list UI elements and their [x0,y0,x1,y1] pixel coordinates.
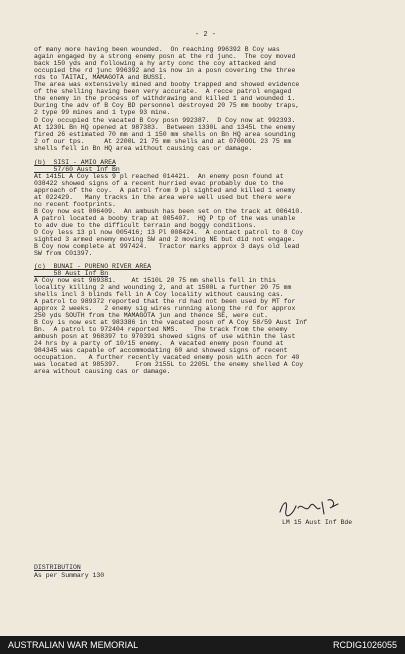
text-line: approach of the coy. A patrol from 9 pl sighted and killed 1 enemy [34,187,296,194]
text-line: At 1415L A Coy less 9 pl reached 014421. An enemy posn found at [34,173,284,180]
text-line: 2 type 99 mines and 1 type 93 mine. [34,109,171,116]
text-line: The area was extensively mined and booby trapped and showed evidence [34,81,300,88]
text-line: at 022429. Many tracks in the area were well used but there were [34,194,292,201]
text-line: B Coy now complete at 997424. Tractor marks approx 3 days old lead [34,243,300,250]
text-line: the enemy in the process of withdrawing and killed 1 and wounded 1. [34,95,296,102]
unit-heading: 58 Aust Inf Bn [34,270,109,277]
text-line: to adv due to the difficult terrain and boggy conditions. [34,222,257,229]
text-line: 250 yds SOUTH from the MAMAGOTA jun and thence SE, were cut. [34,312,269,319]
text-line: occupation. A further recently vacated enemy posn with accn for 40 [34,354,300,361]
text-line: 038422 showed signs of a recent hurried evac probably due to the [34,180,284,187]
text-line: shells incl 3 blinds fell in A Coy locality without causing cas. [34,291,284,298]
text-line: back 150 yds and following a hy arty conc the coy attacked and [34,60,276,67]
distribution-heading: DISTRIBUTION [34,564,81,571]
section-heading: (c) BUNAI - PURENO RIVER AREA [34,263,152,270]
text-line: was located at 985397. From 2155L to 2205L the enemy shelled A Coy [34,361,304,368]
text-line: ambush posn at 968397 to 970391 showed signs of use within the last [34,333,296,340]
archive-footer-bar [0,636,405,654]
text-line: of many more having been wounded. On reaching 996392 B Coy was [34,46,280,53]
text-line: 2 of our tps. At 2200L 21 75 mm shells and at 0700OOL 23 75 mm [34,138,292,145]
text-line: B Coy is now est at 983386 in the vacated posn of A Coy 58/59 Aust Inf [34,319,308,326]
text-line: locality killing 2 and wounding 2, and at 1500L a further 20 75 mm [34,284,292,291]
text-line: sighted 3 armed enemy moving SW and 2 moving NE but did not engage. [34,236,296,243]
text-line: of the shelling having been very accurate. A recce patrol engaged [34,88,292,95]
text-line: During the adv of B Coy BD personnel destroyed 20 75 mm booby traps, [34,102,300,109]
handwritten-signature [276,494,346,520]
text-line: approx 2 weeks. 2 enemy sig wires running along the rd for approx [34,305,296,312]
text-line: B Coy now est 006409. An ambush has been set on the track at 006410. [34,208,304,215]
text-line: D Coy occupied the vacated B Coy posn 992387. D Coy now at 992393. [34,117,296,124]
page-number: - 2 - [195,31,217,39]
signature-caption: LM 15 Aust Inf Bde [282,519,353,526]
unit-heading: 57/60 Aust Inf Bn [34,166,120,173]
distribution-text: As per Summary 130 [34,572,105,579]
text-line: no recent footprints. [34,201,116,208]
text-line: At 1230L Bn HQ opened at 987383. Between 1330L and 1345L the enemy [34,124,296,131]
text-line: 984345 was capable of accommodating 60 and showed signs of recent [34,347,288,354]
text-line: A Coy now est 969381. At 1510L 20 75 mm shells fell in this [34,277,276,284]
text-line: area without causing cas or damage. [34,368,171,375]
text-line: A patrol located a booby trap at 005407. HQ P tp of the was unable [34,215,296,222]
text-line: 24 hrs by a party of 10/15 enemy. A vacated enemy posn found at [34,340,284,347]
text-line: rds to TAITAI, MAMAGOTA and BUSSI. [34,74,167,81]
text-line: again engaged by a strong enemy posn at the rd junc. The coy moved [34,53,296,60]
text-line: fired 26 estimated 70 mm and 1 150 mm shells on Bn HQ area sounding [34,131,296,138]
text-line: occupied the rd junc 996392 and is now in a posn covering the three [34,67,296,74]
text-line: SW from C01397. [34,250,93,257]
footer-record-id: RCDIG1026055 [332,640,397,650]
text-line: Bn. A patrol to 972404 reported NMS. The track from the enemy [34,326,288,333]
section-heading: (b) SISI - AMIO AREA [34,159,116,166]
text-line: shells fell in Bn HQ area without causing cas or damage. [34,145,253,152]
text-line: A patrol to 989372 reported that the rd had not been used by MT for [34,298,296,305]
footer-institution: AUSTRALIAN WAR MEMORIAL [8,640,139,650]
text-line: D Coy less 13 pl now 005416; 13 Pl 008424. A contact patrol to 8 Coy [34,229,304,236]
